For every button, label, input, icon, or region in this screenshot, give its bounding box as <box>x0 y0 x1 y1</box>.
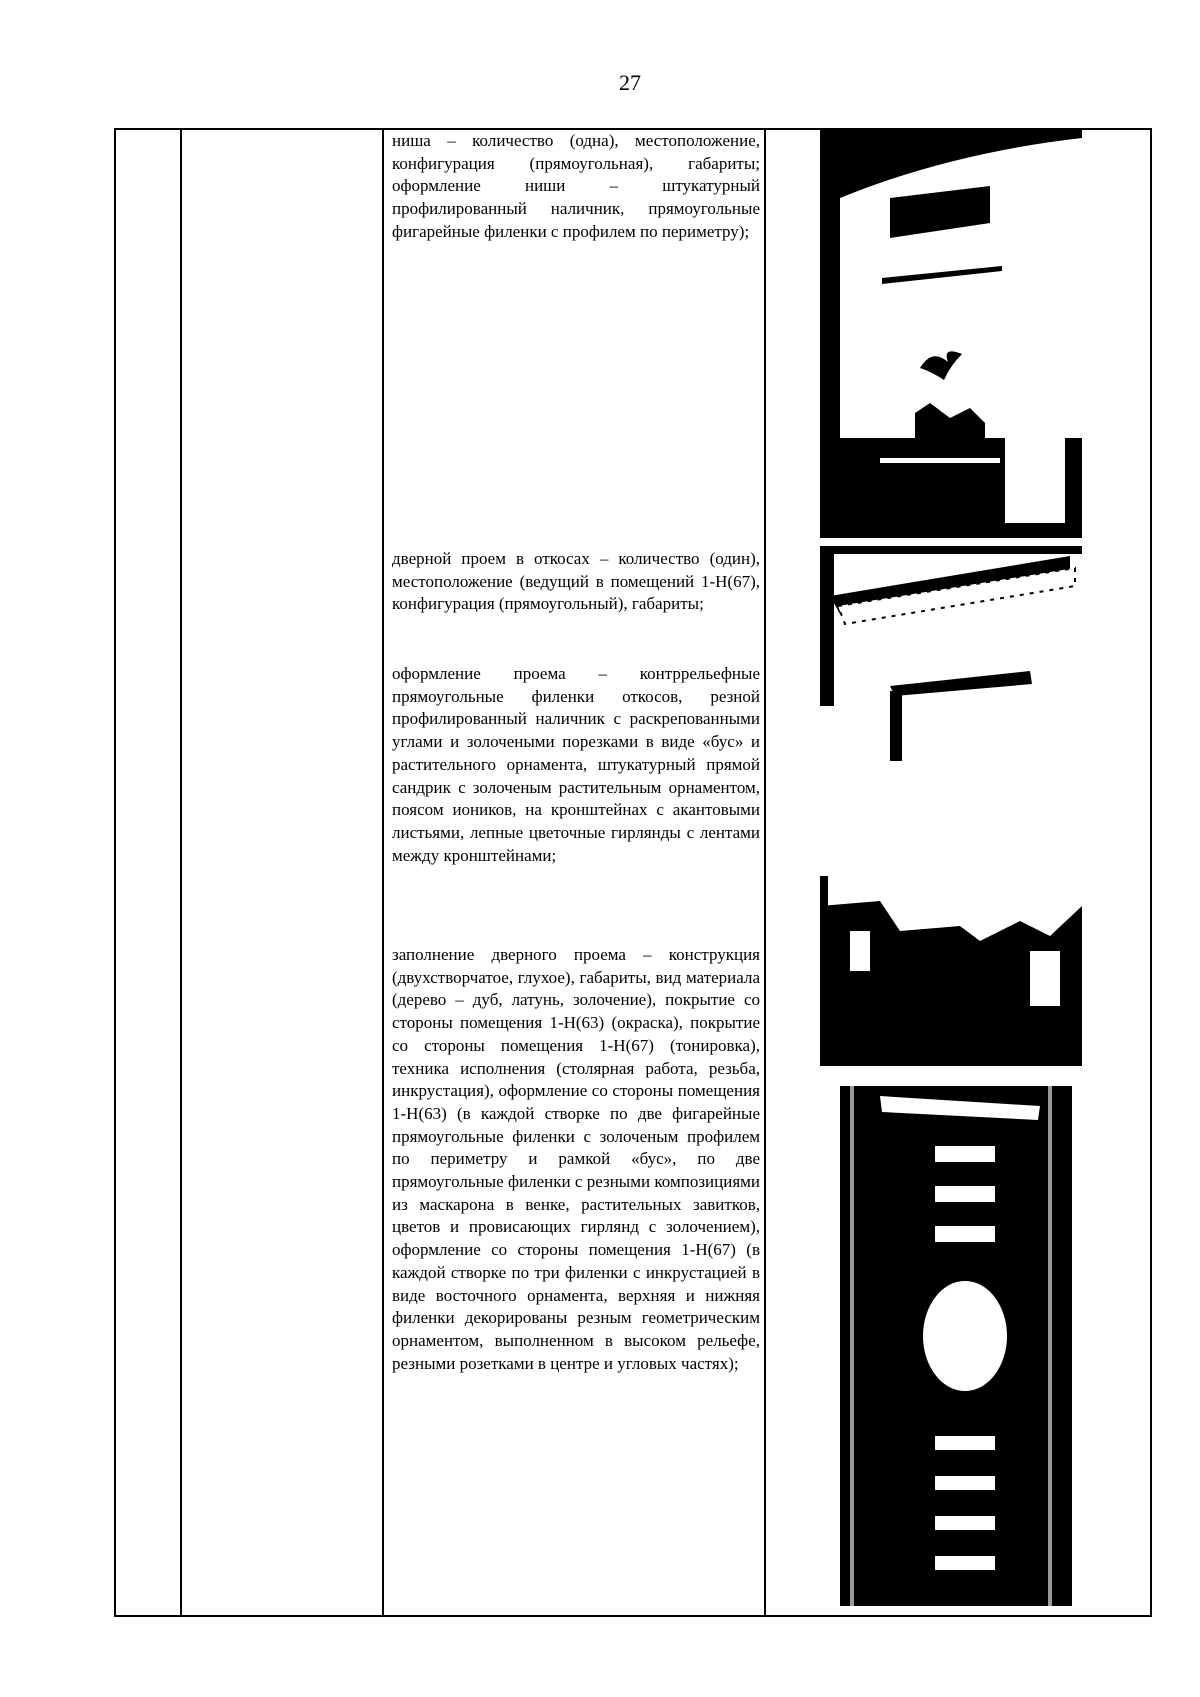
door-leaf-photo <box>840 1086 1072 1606</box>
column-divider-4 <box>764 130 766 1615</box>
door-filling-description <box>392 944 760 1375</box>
door-opening-text: дверной проем в откосах – количество (один), местоположение (ведущий в помещений 1-Н(67), конфигурация (прямоугольный), габариты; <box>392 549 760 614</box>
door-decoration-text: оформление проема – контррельефные прямоугольные филенки откосов, резной профилированный наличник с раскрепованными углами и золочеными порезками в виде «бус» и растительного орнамента, штукатурный прямой сандрик с золоченым растительным орнаментом, поясом иоников, на кронштейнах с акантовыми листьями, лепные цветочные гирлянды с лентами между кронштейнами; <box>392 664 760 865</box>
door-decoration-description <box>392 663 760 867</box>
column-divider-1 <box>180 130 182 1615</box>
door-opening-description <box>392 548 760 616</box>
page-number: 27 <box>619 70 641 95</box>
niche-text: ниша – количество (одна), местоположение, конфигурация (прямоугольная), габариты; оформление ниши – штукатурный профилированный наличник, прямоугольные фигарейные филенки с профилем по периметру); <box>392 131 760 241</box>
niche-description <box>392 130 760 244</box>
door-filling-text: заполнение дверного проема – конструкция (двухстворчатое, глухое), габариты, вид материала (дерево – дуб, латунь, золочение), покрытие со стороны помещения 1-Н(63) (окраска), покрытие со стороны помещения 1-Н(67) (тонировка), техника исполнения (столярная работа, резьба, инкрустация), оформление со стороны помещения 1-Н(63) (в каждой створке по две фигарейные прямоугольные филенки с золоченым профилем по периметру и рамкой «бус», по две прямоугольные филенки с резными композициями из маскарона в венке, растительных завитков, цветов и провисающих гирлянд с золочением), оформление со стороны помещения 1-Н(67) (в каждой створке по три филенки с инкрустацией в виде восточного орнамента, верхняя и нижняя филенки декорированы резным геометрическим орнаментом, выполненном в высоком рельефе, резными розетками в центре и угловых частях); <box>392 945 760 1373</box>
niche-photo <box>820 128 1082 538</box>
door-opening-photo <box>820 546 1082 1066</box>
column-divider-3 <box>383 130 384 1615</box>
